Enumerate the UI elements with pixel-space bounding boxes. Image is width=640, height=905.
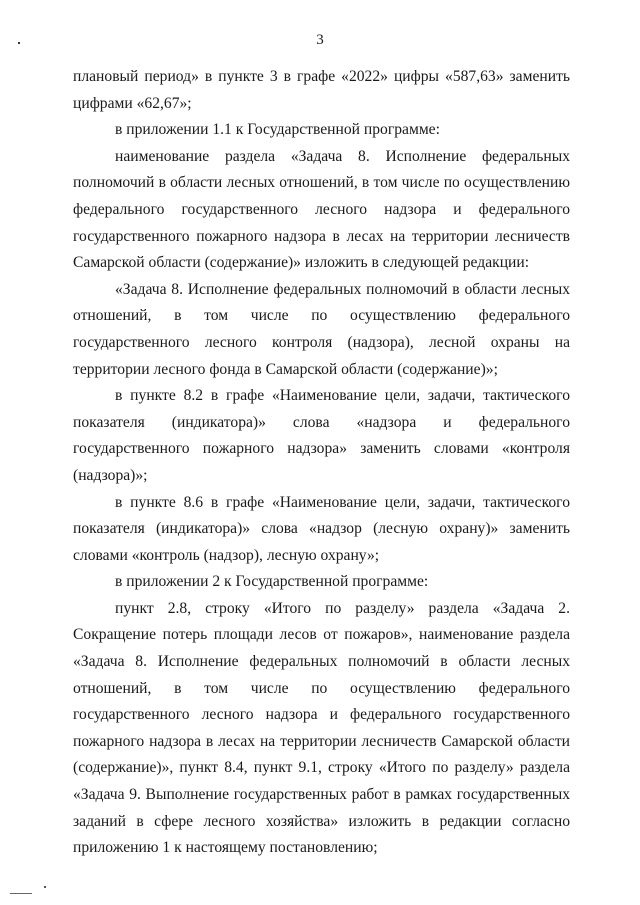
paragraph-8: пункт 2.8, строку «Итого по разделу» раздела «Задача 2. Сокращение потерь площади лесов от пожаров», наименование раздела «Задача 8. Исполнение федеральных полномочий в области лесных отношений, в том числе по осуществлению федерального государственного лесного надзора и федерального государственного пожарного надзора в лесах на территории лесничеств Самарской области (содержание)», пункт 8.4, пункт 9.1, строку «Итого по разделу» раздела «Задача 9. Выполнение государственных работ в рамках государственных заданий в сфере лесного хозяйства» изложить в редакции согласно приложению 1 к настоящему постановлению; xyxy=(73,599,570,857)
document-body xyxy=(73,64,570,862)
paragraph-6: в пункте 8.6 в графе «Наименование цели, задачи, тактического показателя (индикатора)» слова «надзор (лесную охрану)» заменить словами «контроль (надзор), лесную охрану»; xyxy=(73,493,570,564)
paragraph-3: наименование раздела «Задача 8. Исполнение федеральных полномочий в области лесных отношений, в том числе по осуществлению федерального государственного лесного надзора и федерального государственного пожарного надзора в лесах на территории лесничеств Самарской области (содержание)» изложить в следующей редакции: xyxy=(73,147,570,272)
paragraph-4: «Задача 8. Исполнение федеральных полномочий в области лесных отношений, в том числе по осуществлению федерального государственного лесного контроля (надзора), лесной охраны на территории лесного фонда в Самарской области (содержание)»; xyxy=(73,280,570,378)
paragraph-5: в пункте 8.2 в графе «Наименование цели, задачи, тактического показателя (индикатора)» слова «надзора и федерального государственного пожарного надзора» заменить словами «контроля (надзора)»; xyxy=(73,387,570,484)
scan-edge-mark xyxy=(10,893,32,894)
paragraph-1: плановый период» в пункте 3 в графе «2022» цифры «587,63» заменить цифрами «62,67»; xyxy=(73,68,570,112)
paragraph-7: в приложении 2 к Государственной программе: xyxy=(115,573,429,591)
paragraph-2: в приложении 1.1 к Государственной программе: xyxy=(115,121,440,139)
page-number: 3 xyxy=(316,32,324,48)
scan-speck xyxy=(44,886,46,888)
